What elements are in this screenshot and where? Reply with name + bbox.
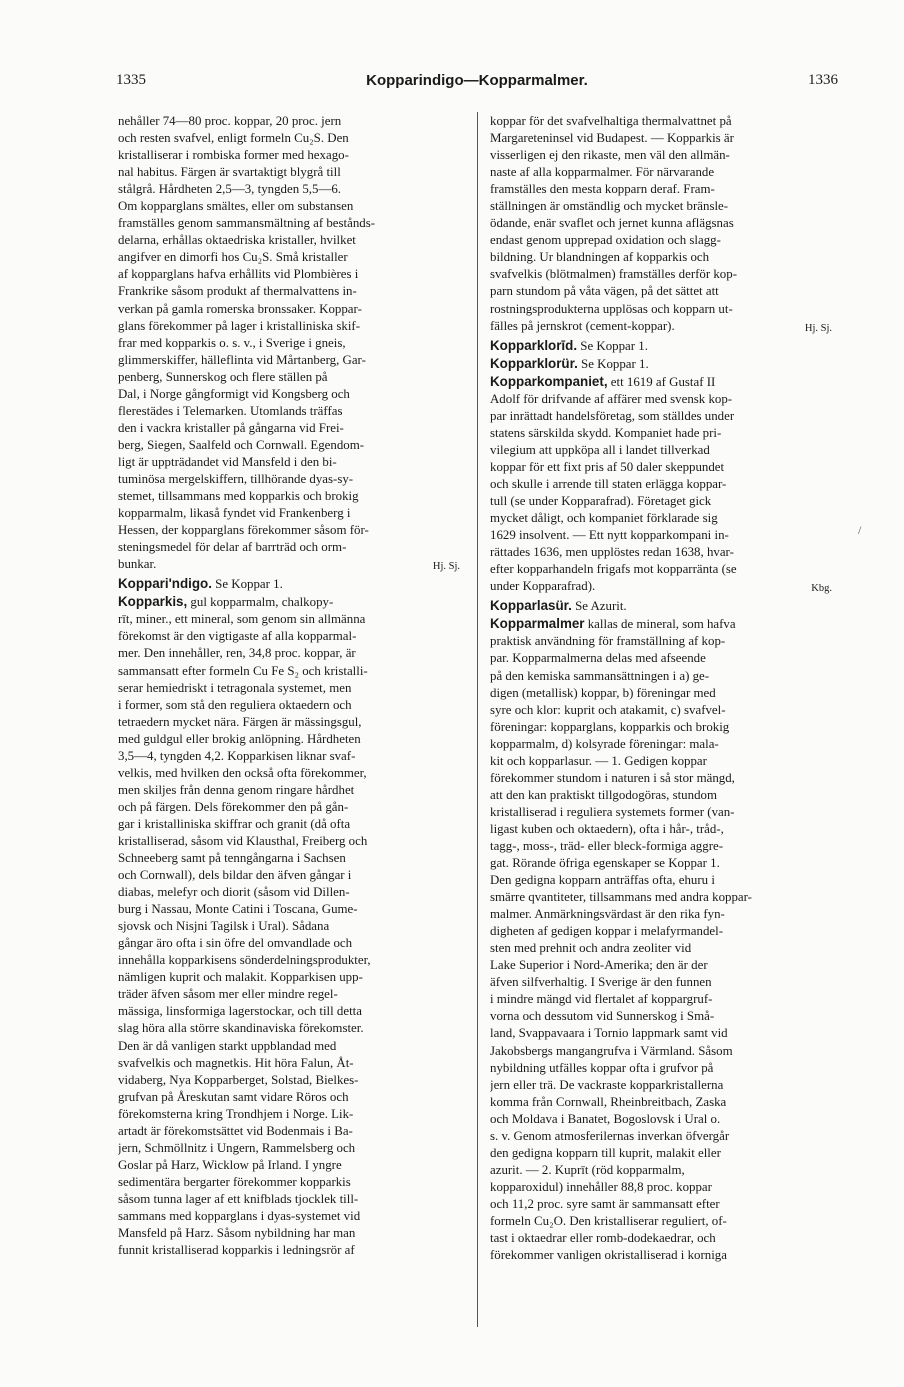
- margin-mark: /: [858, 523, 862, 537]
- text-line: frar med kopparkis o. s. v., i Sverige i gneis,: [118, 335, 346, 350]
- page-header: [116, 72, 838, 94]
- text-line: Mansfeld på Harz. Såsom nybildning har man: [118, 1226, 356, 1241]
- text-line: land, Svappavaara i Tornio lappmark samt vid: [490, 1026, 728, 1041]
- text-line: den i vackra kristaller på gångarna vid Frei-: [118, 420, 344, 435]
- text-line: men skiljes från denna genom ringare hårdhet: [118, 782, 355, 797]
- text-line: Kopparmalmer kallas de mineral, som hafva: [490, 616, 736, 632]
- text-line: i mindre mängd vid flertalet af koppargruf-: [490, 992, 713, 1007]
- text-line: par inrättadt handelsföretag, som ställdes under: [490, 408, 735, 423]
- text-line: rostningsprodukterna upplösas och kopparn ut-: [490, 301, 733, 316]
- text-line: glans förekommer på lager i kristalliniska skif-: [118, 318, 360, 333]
- text-line: mycket dåligt, och kompaniet förklarade sig: [490, 511, 718, 526]
- text-line: Jakobsbergs mangangrufva i Värmland. Såsom: [490, 1043, 733, 1058]
- text-line: naste af alla kopparmalmer. För närvarande: [490, 165, 715, 180]
- text-line: förekommer stundom i naturen i så stor mängd,: [490, 770, 735, 785]
- text-line: tast i oktaedrar eller romb-dodekaedrar, och: [490, 1231, 716, 1246]
- text-line: kopparmalm, likaså fyndet vid Frankenberg i: [118, 506, 351, 521]
- text-line: och skulle i arrende till staten erlägga koppar-: [490, 476, 727, 491]
- text-line: svafvelkis och magnetkis. Hit höra Falun, Åt-: [118, 1055, 354, 1070]
- author-signature: Hj. Sj.: [432, 561, 460, 573]
- text-line: kristalliserar i rombiska former med hexago-: [118, 148, 349, 163]
- text-line: med guldgul eller brokig anlöpning. Hårdheten: [118, 731, 361, 746]
- text-line: ligt är uppträdandet vid Mansfeld i den bi-: [118, 454, 337, 469]
- text-line: stemet, tillsammans med kopparkis och brokig: [118, 489, 359, 504]
- text-line: kristalliserad i reguliera systemets former (van-: [490, 804, 735, 819]
- text-line: kit och kopparlasur. — 1. Gedigen koppar: [490, 753, 707, 768]
- text-line: äfven silfverhaltig. I Sverige är den funnen: [490, 975, 712, 990]
- text-line: Frankrike såsom produkt af thermalvattens in-: [118, 284, 357, 299]
- text-line: och Moldava i Banatet, Bogoslovsk i Ural o.: [490, 1111, 721, 1126]
- text-line: Margareteninsel vid Budapest. — Kopparkis är: [490, 131, 734, 146]
- text-line: tetraedern mycket nära. Färgen är mässingsgul,: [118, 714, 362, 729]
- text-line: förekommer vanligen okristalliserad i korniga: [490, 1248, 727, 1263]
- text-line: steningsmedel för delar af barrträd och orm-: [118, 540, 347, 555]
- text-line: malmer. Anmärkningsvärdast är den rika fyn-: [490, 907, 725, 922]
- text-line: formeln Cu₂O. Den kristalliserar reguliert, of-: [490, 1214, 727, 1228]
- text-line: sammansatt efter formeln Cu Fe S₂ och kristalli-: [118, 663, 368, 678]
- text-line: Hessen, der kopparglans förekommer såsom för-: [118, 523, 369, 538]
- text-line: stålgrå. Hårdheten 2,5—3, tyngden 5,5—6.: [118, 182, 342, 197]
- text-line: serar hemiedriskt i tetragonala systemet, men: [118, 680, 352, 695]
- text-line: mässiga, linsformiga lagerstockar, och till detta: [118, 1004, 362, 1019]
- text-line: framställes genom sammansmältning af bestånds-: [118, 216, 376, 231]
- author-signature: Kbg.: [811, 583, 832, 595]
- text-line: föreningar: kopparglans, kopparkis och brokig: [490, 719, 730, 734]
- author-signature: Hj. Sj.: [804, 322, 832, 334]
- headword: Kopparklorīd.: [490, 337, 578, 353]
- headword: Kopparmalmer: [490, 616, 585, 632]
- text-line: gar i kristalliniska skiffrar och granit (då ofta: [118, 816, 351, 831]
- text-line: Adolf för drifvande af affärer med svensk kop-: [490, 391, 733, 406]
- text-line: parn stundom på våta vägen, på det sättet att: [490, 284, 719, 299]
- text-line: af kopparglans hafva erhållits vid Plombières i: [118, 267, 359, 282]
- text-line: sedimentära bergarter förekommer kopparkis: [118, 1174, 351, 1189]
- text-line: digen (metallisk) koppar, b) föreningar med: [490, 685, 716, 700]
- headword: Kopparklorür.: [490, 355, 578, 371]
- text-line: svafvelkis (blötmalmen) framställes derför kop-: [490, 267, 737, 282]
- text-line: bildning. Ur blandningen af kopparkis och: [490, 250, 710, 265]
- text-line: mer. Den innehåller, ren, 34,8 proc. koppar, är: [118, 646, 356, 661]
- text-line: ligast kuben och oktaedern), ofta i hår-, tråd-,: [490, 821, 724, 836]
- text-line: fälles på jernskrot (cement-koppar). Hj. Sj.: [490, 318, 832, 337]
- text-line: Den är då vanligen starkt uppblandad med: [118, 1038, 337, 1053]
- text-line: Om kopparglans smältes, eller om substansen: [118, 199, 354, 214]
- text-line: jern, Schmöllnitz i Ungern, Rammelsberg och: [118, 1140, 356, 1155]
- text-line: koppar för ett fixt pris af 50 daler skeppundet: [490, 459, 725, 474]
- text-line: jern eller trä. De vackraste kopparkristallerna: [490, 1077, 724, 1092]
- text-line: azurit. — 2. Kuprīt (röd kopparmalm,: [490, 1162, 685, 1177]
- text-line: Lake Superior i Nord-Amerika; den är der: [490, 958, 708, 973]
- text-line: endast genom upprepad oxidation och slagg-: [490, 233, 721, 248]
- text-line: sjovsk och Nisjni Tagilsk i Ural). Sådana: [118, 919, 330, 934]
- text-line: verkan på gamla romerska bronssaker. Koppar-: [118, 301, 362, 316]
- text-line: att den kan praktiskt tillgodogöras, stundom: [490, 787, 717, 802]
- text-line: och på färgen. Dels förekommer den på gån-: [118, 799, 349, 814]
- headword: Koppari'ndigo.: [118, 576, 212, 592]
- text-line: komma från Cornwall, Rheinbreitbach, Zaska: [490, 1094, 727, 1109]
- text-line: vidaberg, Nya Kopparberget, Solstad, Bielkes-: [118, 1072, 359, 1087]
- text-line: burg i Nassau, Monte Catini i Toscana, Gume-: [118, 902, 358, 917]
- text-line: syre och klor: kuprit och atakamit, c) svafvel-: [490, 702, 726, 717]
- text-line: framställes den mesta kopparn deraf. Fram-: [490, 182, 715, 197]
- text-line: kristalliserad, såsom vid Klausthal, Freiberg och: [118, 833, 368, 848]
- text-line: träder äfven såsom mer eller mindre regel-: [118, 987, 338, 1002]
- text-line: delarna, erhållas oktaedriska kristaller, hvilket: [118, 233, 356, 248]
- text-line: praktisk användning för framställning af kop-: [490, 634, 726, 649]
- right-column: [490, 113, 832, 1264]
- text-line: rättades 1636, men upplöstes redan 1638, hvar-: [490, 545, 734, 560]
- text-line: Kopparklorīd. Se Koppar 1.: [490, 337, 648, 353]
- text-line: Dal, i Norge gångformigt vid Kongsberg och: [118, 386, 350, 401]
- text-line: visserligen ej den rikaste, men väl den allmän-: [490, 148, 730, 163]
- text-line: koppar för det svafvelhaltiga thermalvattnet på: [490, 114, 732, 128]
- text-line: smärre qvantiteter, tillsammans med andra koppar-: [490, 890, 752, 905]
- text-line: vorna och dessutom vid Sunnerskog i Små-: [490, 1009, 715, 1024]
- text-line: och resten svafvel, enligt formeln Cu₂S. Den: [118, 131, 349, 146]
- text-line: gångar äro ofta i sin öfre del omvandlade och: [118, 936, 353, 951]
- text-line: ställningen är omständlig och mycket bränsle-: [490, 199, 729, 214]
- text-line: den gedigna kopparn till kuprit, malakit eller: [490, 1145, 721, 1160]
- column-divider: [477, 112, 478, 1327]
- text-line: velkis, med hvilken den också ofta förekommer,: [118, 765, 367, 780]
- text-line: s. v. Genom atmosferilernas inverkan öfvergår: [490, 1128, 730, 1143]
- text-line: kopparmalm, d) kolsyrade föreningar: mala-: [490, 736, 719, 751]
- text-line: nämligen kuprit och malakit. Kopparkisen upp-: [118, 970, 363, 985]
- text-line: tull (se under Kopparafrad). Företaget gick: [490, 494, 712, 509]
- right-text: [490, 113, 832, 1264]
- text-line: glimmerskiffer, hälleflinta vid Mårtanberg, Gar-: [118, 352, 366, 367]
- text-line: såsom tunna lager af ett knifblads tjocklek till-: [118, 1191, 359, 1206]
- text-line: innehålla kopparkisens sönderdelningsprodukter,: [118, 953, 371, 968]
- text-line: funnit kristalliserad kopparkis i ledningsrör af: [118, 1243, 355, 1258]
- text-line: ödande, enär svaflet och jernet kunna aflägsnas: [490, 216, 734, 231]
- headword: Kopparkis,: [118, 594, 188, 610]
- text-line: nybildning utfälles koppar ofta i grufvor på: [490, 1060, 714, 1075]
- page-number-right: 1336: [808, 72, 838, 88]
- text-line: gat. Rörande öfriga egenskaper se Koppar 1.: [490, 856, 720, 871]
- text-line: nal habitus. Färgen är svartaktigt blygrå till: [118, 165, 341, 180]
- headword: Kopparlasür.: [490, 598, 572, 614]
- text-line: artadt är förekomstsättet vid Bodenmais i Ba-: [118, 1123, 353, 1138]
- text-line: par. Kopparmalmerna delas med afseende: [490, 651, 706, 666]
- text-line: grufvan på Åreskutan samt vidare Röros och: [118, 1089, 349, 1104]
- text-line: diabas, melefyr och diorit (såsom vid Dillen-: [118, 885, 350, 900]
- text-line: digheten af gedigen koppar i melafyrmandel-: [490, 924, 724, 939]
- text-line: och 11,2 proc. syre samt är sammansatt efter: [490, 1196, 720, 1211]
- running-title: Kopparindigo—Kopparmalmer.: [366, 72, 588, 89]
- text-line: berg, Siegen, Saalfeld och Cornwall. Egendom-: [118, 437, 365, 452]
- text-line: 3,5—4, tyngden 4,2. Kopparkisen liknar svaf-: [118, 748, 356, 763]
- text-line: Kopparkis, gul kopparmalm, chalkopy-: [118, 594, 334, 610]
- text-line: kopparoxidul) innehåller 88,8 proc. koppar: [490, 1179, 712, 1194]
- text-line: sammans med kopparglans i dyas-systemet vid: [118, 1209, 361, 1223]
- text-line: rīt, miner., ett mineral, som genom sin allmänna: [118, 612, 366, 627]
- text-line: flerestädes i Telemarken. Utomlands träffas: [118, 403, 343, 418]
- text-line: angifver en dimorfi hos Cu₂S. Små kristaller: [118, 250, 348, 265]
- text-line: Kopparklorür. Se Koppar 1.: [490, 355, 649, 371]
- text-line: 1629 insolvent. — Ett nytt kopparkompani in-: [490, 528, 729, 543]
- text-line: på den kemiska sammansättningen i a) ge-: [490, 668, 710, 683]
- page-number-left: 1335: [116, 72, 146, 88]
- text-line: Goslar på Harz, Wicklow på Irland. I yngre: [118, 1157, 342, 1172]
- text-line: Schneeberg samt på tenngångarna i Sachsen: [118, 851, 346, 866]
- text-line: Koppari'ndigo. Se Koppar 1.: [118, 576, 283, 592]
- text-line: under Kopparafrad). Kbg.: [490, 578, 832, 597]
- text-line: och Cornwall), dels bildar den äfven gångar i: [118, 868, 352, 883]
- text-line: bunkar. Hj. Sj.: [118, 556, 460, 575]
- text-line: vilegium att uppköpa all i landet tillverkad: [490, 442, 710, 457]
- text-line: slag höra alla större skandinaviska förekomster.: [118, 1021, 364, 1036]
- text-line: tuminösa mergelskiffern, tillhörande dyas-sy-: [118, 471, 354, 486]
- text-line: statens särskilda skydd. Kompaniet hade pri-: [490, 425, 722, 440]
- text-line: nehåller 74—80 proc. koppar, 20 proc. jern: [118, 114, 342, 128]
- text-line: penberg, Sunnerskog och flere ställen på: [118, 369, 328, 384]
- text-line: Kopparlasür. Se Azurit.: [490, 598, 627, 614]
- text-line: Den gedigna kopparn anträffas ofta, ehuru i: [490, 873, 715, 888]
- text-line: Kopparkompaniet, ett 1619 af Gustaf II: [490, 373, 716, 389]
- text-line: förekomsterna kring Trondhjem i Norge. Lik-: [118, 1106, 354, 1121]
- text-line: i former, som stå den reguliera oktaedern och: [118, 697, 352, 712]
- text-line: tagg-, moss-, träd- eller bleck-formiga aggre-: [490, 838, 724, 853]
- text-line: förekomst är den vigtigaste af alla kopparmal-: [118, 629, 357, 644]
- headword: Kopparkompaniet,: [490, 373, 608, 389]
- left-column: [118, 113, 460, 1259]
- left-text: [118, 113, 460, 1259]
- text-line: efter kopparhandeln frigafs mot kopparränta (se: [490, 562, 737, 577]
- text-line: sten med prehnit och andra zeoliter vid: [490, 941, 692, 956]
